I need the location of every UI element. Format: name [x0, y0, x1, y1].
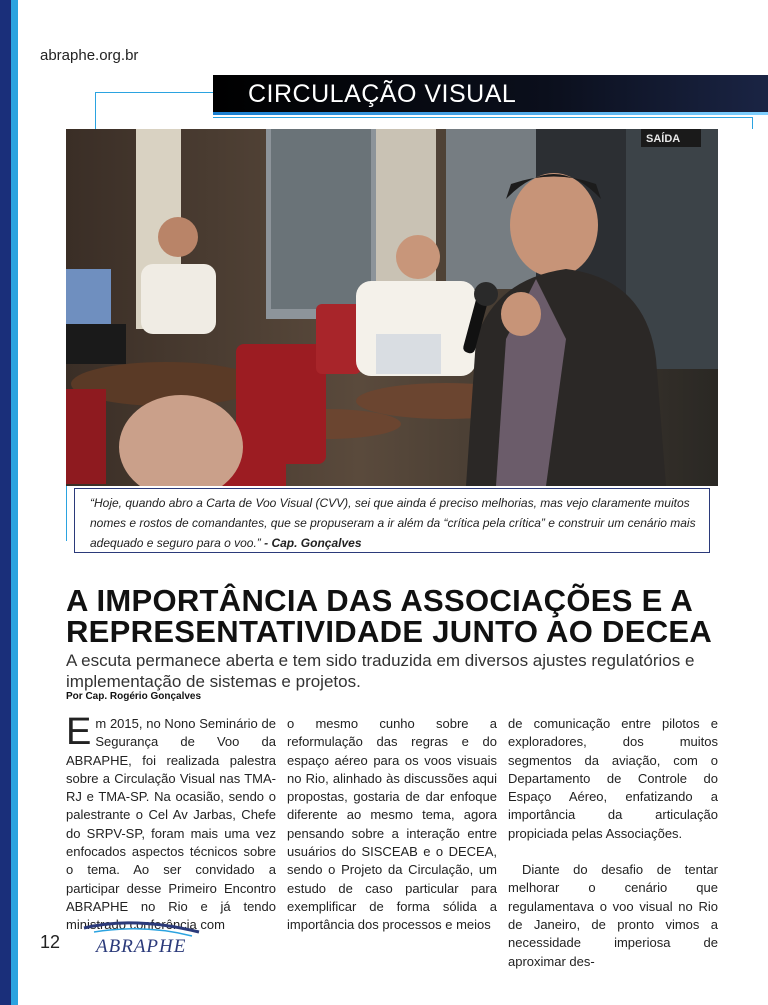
section-title: CIRCULAÇÃO VISUAL	[248, 80, 517, 108]
article-column-3	[508, 715, 718, 971]
exit-sign-text: SAÍDA	[646, 133, 681, 145]
banner-underline	[213, 117, 753, 118]
article-column-2	[287, 715, 497, 935]
drop-cap: E	[66, 711, 92, 753]
caption-quote: “Hoje, quando abro a Carta de Voo Visual (CVV), sei que ainda é preciso melhorias, mas vejo claramente muitos nomes e rostos de comandantes, que se propuseram a ir além da “crítica pela crítica” e construir um cenário mais adequado e seguro para o voo.”	[90, 496, 696, 550]
article-headline: A IMPORTÂNCIA DAS ASSOCIAÇÕES E A REPRESENTATIVIDADE JUNTO AO DECEA	[66, 583, 713, 649]
caption-author: - Cap. Gonçalves	[264, 536, 362, 550]
article-column-1	[66, 711, 276, 935]
logo-wordmark: ABRAPHE	[96, 936, 187, 957]
left-margin-bar-light	[11, 0, 18, 1005]
caption-rule-left	[66, 486, 67, 541]
article-deck: A escuta permanece aberta e tem sido traduzida em diversos ajustes regulatórios e implementação de sistemas e projetos.	[66, 651, 695, 691]
column-2-text: o mesmo cunho sobre a reformulação das regras e do espaço aéreo para os voos visuais no Rio, alinhado às discussões aqui propostas, gostaria de dar enfoque diferente ao mesmo tema, agora pensando sobre a interação entre usuários do SISCEAB e o DECEA, sendo o Projeto da Circulação, um estudo de caso particular para exemplificar de forma sólida a importância dos processos e meios	[287, 716, 497, 933]
article-byline: Por Cap. Rogério Gonçalves	[66, 691, 202, 702]
event-photo	[66, 129, 718, 486]
abraphe-logo	[74, 918, 209, 960]
column-3-paragraph-1: de comunicação entre pilotos e exploradores, dos muitos segmentos da aviação, com o Departamento de Controle do Espaço Aéreo, enfatizando a importância da articulação propiciada pelas Associações.	[508, 716, 718, 841]
column-1-text: m 2015, no Nono Seminário de Segurança de Voo da ABRAPHE, foi realizada palestra sobre a Circulação Visual nas TMA-RJ e TMA-SP. Na ocasião, sendo o palestrante o Cel Av Jarbas, Chefe do SRPV-SP, foram mais uma vez enfocados aspectos técnicos sobre o tema. Ao ser convidado a participar desse Primeiro Encontro ABRAPHE no Rio e já tendo ministrado conferência com	[66, 716, 276, 933]
column-3-paragraph-2: Diante do desafio de tentar melhorar o cenário que regulamentava o voo visual no Rio de Janeiro, de pronto vimos a necessidade imperiosa de aproximar des-	[508, 862, 718, 969]
header-rule	[95, 92, 213, 93]
photo-caption	[90, 493, 700, 553]
header-rule-vertical	[95, 92, 96, 129]
banner-rule-vertical	[752, 117, 753, 129]
page-number: 12	[40, 932, 61, 952]
site-url: abraphe.org.br	[40, 47, 139, 64]
left-margin-bar-dark	[0, 0, 11, 1005]
